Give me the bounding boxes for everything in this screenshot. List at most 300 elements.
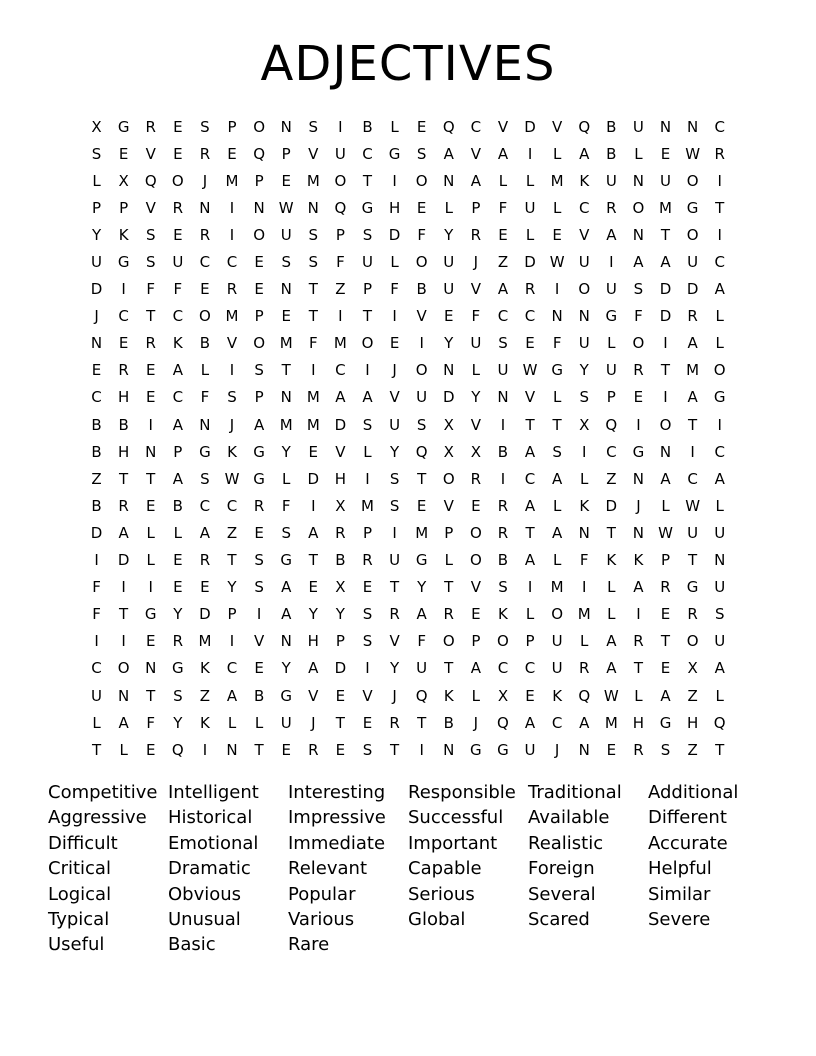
grid-letter: S [579,388,589,407]
grid-letter: V [308,686,319,705]
grid-letter: L [471,686,481,705]
grid-letter: R [172,632,184,651]
grid-letter: A [524,442,536,461]
grid-letter: V [552,117,563,136]
grid-letter: I [636,605,641,624]
word-list-item: Successful [408,807,504,829]
grid-letter: H [118,442,130,461]
grid-letter: R [687,307,698,326]
grid-letter: N [199,198,211,217]
grid-letter: R [443,605,454,624]
grid-letter: O [415,171,428,190]
grid-letter: O [117,659,130,678]
grid-letter: A [633,253,644,272]
grid-letter: S [362,415,373,434]
grid-letter: J [473,253,479,272]
grid-letter: N [145,442,157,461]
grid-letter: A [362,388,373,407]
grid-letter: A [660,469,671,488]
grid-letter: U [632,117,644,136]
grid-letter: S [254,551,264,570]
grid-letter: A [552,469,563,488]
grid-letter: A [118,523,129,542]
grid-row [83,194,733,221]
grid-letter: L [92,713,101,732]
word-list-item: Serious [408,883,475,905]
grid-letter: A [687,334,698,353]
grid-letter: T [389,578,400,597]
word-list-item: Available [528,807,610,829]
grid-letter: X [335,578,346,597]
grid-letter: V [497,117,509,136]
grid-letter: X [335,496,346,515]
grid-letter: L [525,171,535,190]
grid-letter: L [390,117,399,136]
grid-letter: K [200,659,210,678]
grid-row [83,357,733,384]
grid-letter: N [714,551,726,570]
grid-letter: H [118,388,130,407]
grid-letter: H [334,469,347,488]
grid-letter: B [443,713,454,732]
grid-letter: U [605,361,617,380]
grid-letter: I [527,578,533,597]
grid-letter: N [253,198,265,217]
grid-letter: G [280,551,293,570]
grid-letter: N [90,334,103,353]
grid-letter: P [471,198,481,217]
grid-row [83,140,733,167]
grid-letter: A [226,686,238,705]
grid-letter: L [552,496,562,515]
grid-letter: G [253,442,265,461]
word-list-item: Competitive [48,782,158,803]
grid-letter: I [527,144,533,163]
grid-letter: S [416,144,427,163]
grid-letter: C [199,253,211,272]
grid-letter: A [497,144,509,163]
grid-letter: C [226,659,238,678]
grid-letter: O [253,225,266,244]
grid-letter: L [607,605,616,624]
grid-letter: A [579,713,590,732]
grid-letter: L [498,171,508,190]
grid-letter: S [633,280,644,299]
grid-letter: G [686,578,699,597]
grid-letter: T [525,415,535,434]
grid-letter: T [660,225,671,244]
grid-letter: R [579,659,590,678]
grid-letter: B [606,117,617,136]
grid-letter: T [146,307,156,326]
grid-letter: R [362,551,373,570]
grid-letter: O [659,415,672,434]
grid-letter: R [633,632,644,651]
grid-letter: J [554,740,560,759]
grid-letter: O [469,551,482,570]
grid-letter: V [470,415,481,434]
grid-letter: F [471,307,481,326]
grid-letter: P [471,632,481,651]
grid-letter: I [94,632,99,651]
grid-letter: K [579,171,590,190]
grid-letter: C [714,442,725,461]
grid-letter: I [717,171,722,190]
grid-letter: V [253,632,265,651]
grid-letter: I [636,415,641,434]
word-list-item: Realistic [528,832,604,854]
grid-letter: Z [199,686,211,705]
grid-letter: E [173,117,183,136]
grid-letter: E [416,198,427,217]
grid-letter: E [145,388,156,407]
grid-letter: L [634,144,643,163]
grid-letter: B [91,415,102,434]
grid-row [83,601,733,628]
grid-letter: C [497,307,509,326]
grid-letter: S [200,117,210,136]
word-list-item: Foreign [528,858,595,880]
grid-letter: X [579,415,590,434]
grid-letter: Y [444,225,454,244]
grid-letter: J [636,496,641,515]
grid-letter: Z [606,469,617,488]
grid-letter: H [388,198,401,217]
grid-letter: X [497,686,509,705]
word-list [48,780,768,958]
grid-letter: G [605,307,618,326]
grid-letter: R [199,144,211,163]
grid-letter: L [471,361,481,380]
grid-letter: T [417,713,427,732]
grid-letter: I [419,334,424,353]
grid-letter: U [714,523,726,542]
grid-letter: G [388,144,401,163]
grid-letter: V [145,198,156,217]
grid-letter: Q [415,442,428,461]
grid-letter: N [578,740,590,759]
grid-letter: R [172,198,184,217]
grid-row [83,519,733,546]
grid-letter: F [336,253,345,272]
grid-letter: L [282,469,291,488]
grid-letter: E [173,144,183,163]
grid-letter: N [443,740,455,759]
grid-letter: U [470,334,482,353]
grid-letter: N [632,225,645,244]
grid-letter: L [444,551,453,570]
grid-row [83,709,733,736]
grid-letter: V [389,632,400,651]
grid-letter: U [389,415,401,434]
grid-letter: F [498,198,508,217]
grid-letter: A [199,523,211,542]
grid-letter: O [469,523,482,542]
grid-letter: U [687,253,699,272]
grid-letter: L [661,496,670,515]
grid-letter: C [687,469,698,488]
grid-letter: N [280,388,292,407]
grid-letter: E [389,334,400,353]
word-list-item: Traditional [528,782,622,803]
grid-letter: O [686,632,699,651]
grid-letter: Q [713,713,726,732]
grid-letter: Q [442,117,455,136]
grid-letter: A [714,280,725,299]
grid-letter: G [117,253,130,272]
grid-letter: J [392,686,397,705]
grid-letter: O [442,632,455,651]
grid-letter: S [254,361,264,380]
grid-letter: O [497,632,509,651]
grid-letter: J [94,307,99,326]
grid-letter: T [525,523,535,542]
grid-letter: I [311,361,316,380]
grid-letter: Y [281,659,291,678]
grid-letter: M [306,388,320,407]
grid-letter: D [388,225,401,244]
grid-letter: O [199,307,211,326]
grid-letter: O [334,171,347,190]
grid-letter: D [199,605,211,624]
grid-letter: K [579,496,590,515]
grid-letter: T [389,740,400,759]
grid-letter: G [686,198,699,217]
grid-letter: S [362,740,373,759]
grid-letter: O [632,334,645,353]
word-list-item: Similar [648,883,711,905]
grid-letter: T [444,578,454,597]
word-list-item: Dramatic [168,858,251,880]
grid-letter: F [390,280,399,299]
grid-letter: U [280,225,292,244]
grid-letter: T [715,740,725,759]
grid-letter: O [578,280,591,299]
grid-letter: M [659,198,672,217]
word-list-item: Accurate [648,832,728,854]
word-list-item: Difficult [48,832,118,854]
grid-letter: C [91,388,102,407]
grid-letter: S [552,442,562,461]
grid-letter: F [281,496,291,515]
grid-letter: C [199,496,211,515]
grid-letter: I [338,117,343,136]
grid-letter: E [254,523,264,542]
grid-letter: L [254,713,264,732]
grid-letter: I [365,469,370,488]
grid-letter: N [659,117,672,136]
grid-letter: O [713,361,726,380]
grid-letter: S [362,605,373,624]
grid-letter: F [552,334,562,353]
grid-letter: P [362,280,372,299]
grid-letter: E [335,686,346,705]
grid-letter: T [227,551,237,570]
grid-letter: S [281,253,291,272]
grid-letter: G [280,686,293,705]
grid-letter: R [145,334,156,353]
grid-letter: I [229,225,235,244]
grid-letter: E [552,225,562,244]
grid-letter: K [118,225,129,244]
grid-letter: U [714,632,726,651]
grid-letter: Q [253,144,266,163]
grid-letter: T [146,686,156,705]
grid-letter: L [607,334,616,353]
grid-letter: N [551,307,563,326]
grid-letter: U [578,253,590,272]
grid-letter: A [253,415,265,434]
grid-letter: O [551,605,564,624]
grid-letter: A [470,171,481,190]
grid-letter: E [362,713,373,732]
grid-letter: C [551,713,563,732]
grid-letter: U [91,686,103,705]
grid-letter: E [362,578,373,597]
grid-letter: L [444,198,453,217]
word-list-item: Typical [48,908,110,930]
grid-letter: Z [91,469,102,488]
grid-letter: A [524,496,536,515]
grid-letter: U [524,740,536,759]
grid-letter: R [606,198,617,217]
grid-letter: U [334,144,346,163]
grid-letter: M [415,523,429,542]
word-list-item: Important [408,832,498,854]
grid-letter: T [308,307,318,326]
word-list-item: Useful [48,934,105,956]
word-list-item: Obvious [168,883,242,905]
grid-letter: S [308,117,319,136]
grid-letter: L [363,442,372,461]
grid-letter: E [118,144,129,163]
grid-letter: E [525,686,535,705]
grid-letter: I [229,361,235,380]
grid-letter: S [281,523,291,542]
grid-letter: S [145,225,156,244]
grid-letter: K [227,442,237,461]
grid-letter: F [308,334,318,353]
grid-letter: U [91,253,103,272]
grid-letter: C [470,117,482,136]
grid-letter: L [146,551,155,570]
grid-letter: C [226,253,238,272]
grid-letter: D [659,280,672,299]
grid-letter: E [525,334,535,353]
grid-letter: O [686,171,699,190]
grid-letter: Z [687,686,698,705]
grid-letter: E [281,307,291,326]
grid-letter: Q [415,686,428,705]
grid-letter: F [146,280,156,299]
grid-letter: I [392,171,397,190]
grid-letter: A [606,632,617,651]
grid-letter: A [443,144,454,163]
grid-letter: R [660,578,671,597]
grid-letter: D [334,415,347,434]
grid-letter: Q [578,117,591,136]
word-list-item: Intelligent [168,782,259,803]
grid-letter: L [715,334,724,353]
grid-letter: I [663,388,668,407]
grid-letter: D [524,253,536,272]
grid-letter: E [145,632,156,651]
grid-letter: P [444,523,454,542]
word-list-item: Basic [168,934,216,956]
grid-letter: Y [335,605,345,624]
grid-letter: W [278,198,294,217]
grid-letter: U [551,632,563,651]
grid-letter: S [498,334,508,353]
grid-letter: N [280,117,292,136]
word-list-item: Severe [648,908,711,930]
grid-letter: N [118,686,130,705]
word-list-item: Various [288,908,355,930]
grid-letter: N [632,469,645,488]
grid-letter: L [200,361,210,380]
grid-letter: R [199,551,211,570]
grid-letter: I [148,578,153,597]
grid-letter: Y [444,334,454,353]
word-list-item: Helpful [648,858,712,880]
grid-letter: M [686,361,700,380]
grid-letter: T [119,605,129,624]
grid-letter: I [717,225,722,244]
grid-letter: K [172,334,183,353]
grid-letter: Y [389,659,400,678]
grid-letter: M [550,171,564,190]
word-list-item: Immediate [288,832,386,854]
grid-letter: F [146,713,156,732]
grid-row [83,167,733,194]
grid-letter: L [715,307,724,326]
grid-letter: A [579,144,590,163]
grid-letter: K [606,551,617,570]
grid-letter: L [552,198,562,217]
grid-letter: T [119,469,129,488]
grid-letter: E [145,361,156,380]
grid-letter: G [551,361,563,380]
grid-row [83,330,733,357]
grid-letter: N [578,307,590,326]
grid-letter: L [173,523,182,542]
grid-letter: O [632,198,645,217]
grid-row [83,113,733,140]
grid-letter: U [714,578,726,597]
grid-letter: T [660,361,671,380]
grid-letter: Y [91,225,102,244]
grid-letter: E [660,144,671,163]
grid-letter: V [389,388,400,407]
grid-letter: N [443,361,455,380]
grid-letter: M [361,496,374,515]
grid-letter: M [225,307,239,326]
grid-letter: B [606,144,617,163]
grid-letter: R [389,605,400,624]
grid-letter: U [172,253,184,272]
grid-letter: N [578,523,590,542]
grid-letter: M [306,415,320,434]
grid-letter: R [118,496,129,515]
grid-letter: G [253,469,265,488]
grid-letter: K [200,713,210,732]
grid-letter: M [306,171,320,190]
grid-letter: V [308,144,319,163]
grid-letter: U [389,551,401,570]
grid-letter: I [121,578,126,597]
grid-letter: I [94,551,99,570]
grid-letter: S [173,686,183,705]
